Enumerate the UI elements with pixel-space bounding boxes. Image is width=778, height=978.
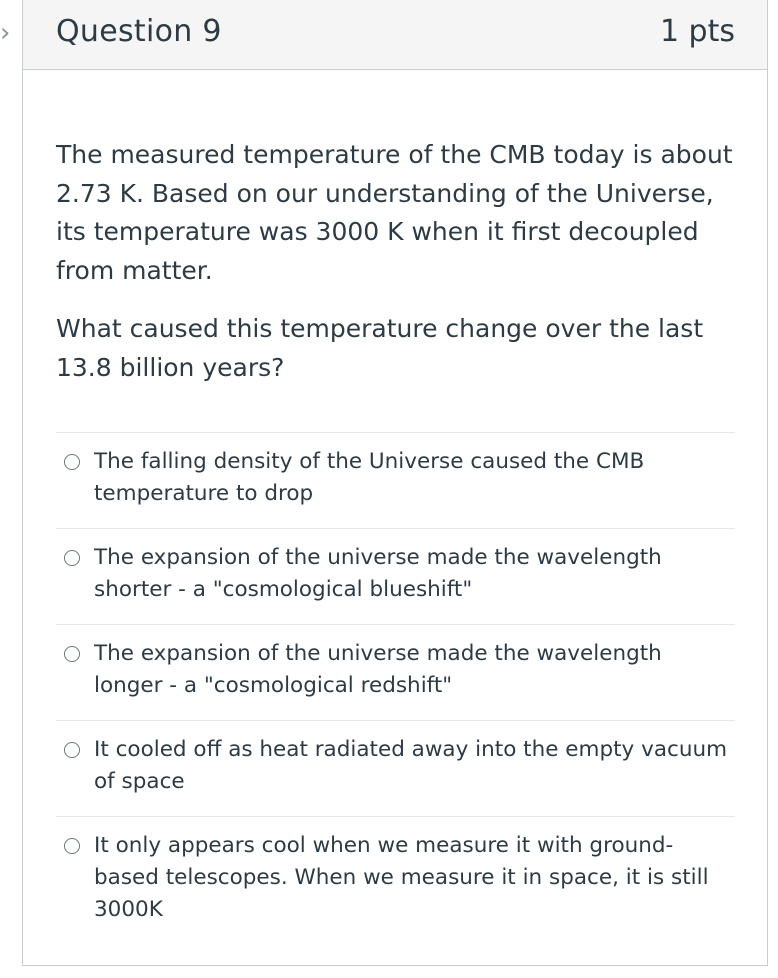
nav-chevron-icon[interactable]: › bbox=[0, 18, 10, 48]
question-paragraph: The measured temperature of the CMB today is about 2.73 K. Based on our understanding of the Universe, its temperature was 3000 K when it first decoupled from matter. bbox=[56, 140, 733, 285]
radio-button[interactable] bbox=[64, 646, 80, 662]
radio-button[interactable] bbox=[64, 742, 80, 758]
answer-label: The expansion of the universe made the wavelength shorter - a "cosmological blueshift" bbox=[94, 545, 662, 602]
answer-label: The falling density of the Universe caused the CMB temperature to drop bbox=[94, 449, 645, 506]
answer-list bbox=[56, 432, 735, 944]
question-card bbox=[22, 0, 768, 966]
answer-option[interactable] bbox=[56, 721, 735, 817]
question-paragraph: What caused this temperature change over the last 13.8 billion years? bbox=[56, 314, 704, 382]
answer-label: The expansion of the universe made the wavelength longer - a "cosmological redshift" bbox=[94, 641, 662, 698]
question-title: Question 9 bbox=[56, 14, 222, 49]
answer-option[interactable] bbox=[56, 817, 735, 944]
radio-button[interactable] bbox=[64, 838, 80, 854]
question-body bbox=[23, 70, 767, 944]
question-header bbox=[23, 0, 767, 70]
answer-option[interactable] bbox=[56, 625, 735, 721]
answer-label: It only appears cool when we measure it with ground-based telescopes. When we measure it in space, it is still 3000K bbox=[94, 833, 709, 922]
answer-option[interactable] bbox=[56, 433, 735, 529]
question-points: 1 pts bbox=[659, 14, 735, 49]
question-text bbox=[56, 136, 735, 387]
radio-button[interactable] bbox=[64, 454, 80, 470]
answer-option[interactable] bbox=[56, 529, 735, 625]
answer-label: It cooled off as heat radiated away into the empty vacuum of space bbox=[94, 737, 728, 794]
radio-button[interactable] bbox=[64, 550, 80, 566]
